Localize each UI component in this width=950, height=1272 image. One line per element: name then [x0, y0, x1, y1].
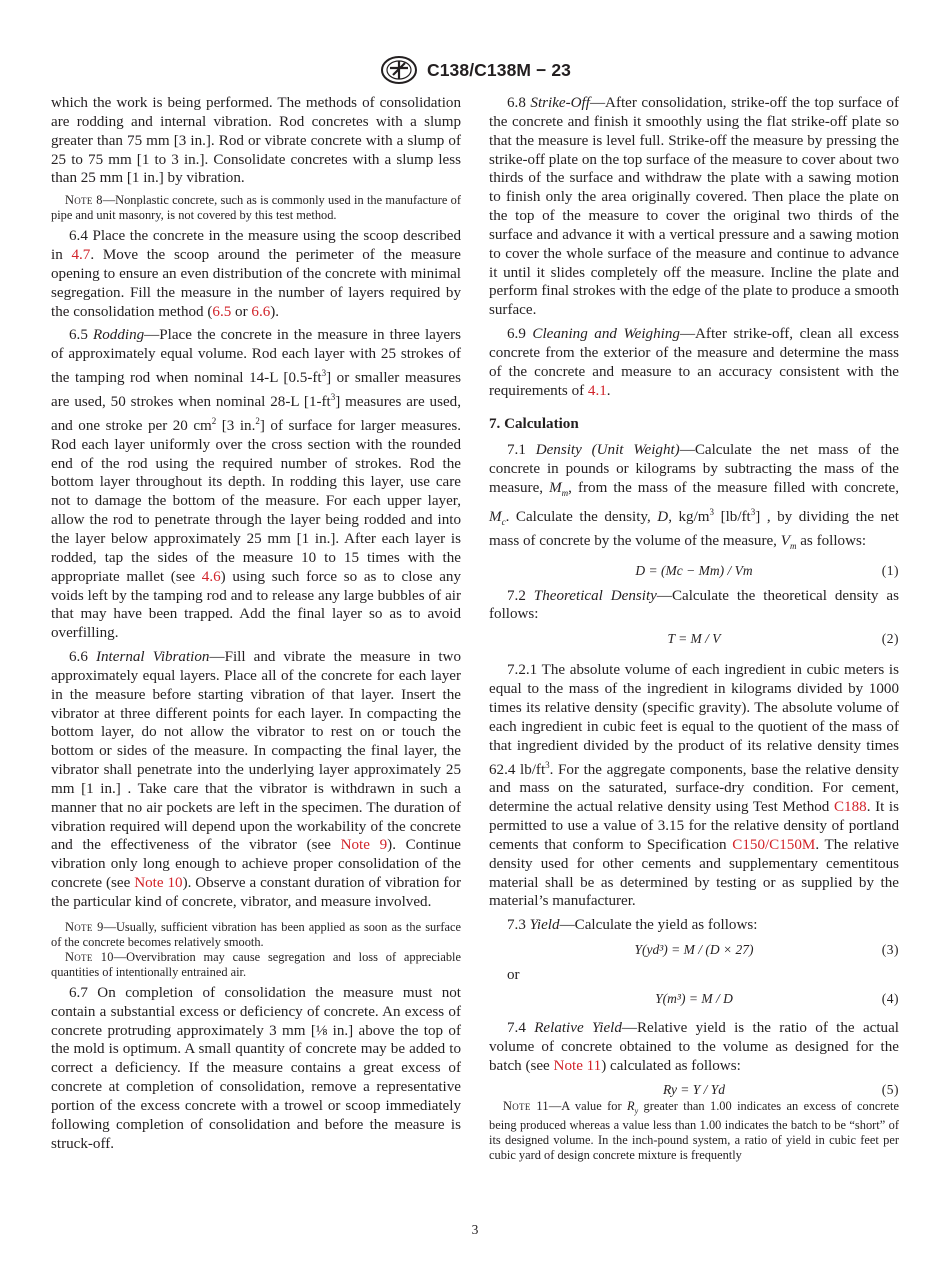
- equation-3: Y(yd³) = M / (D × 27) (3): [634, 942, 899, 958]
- left-column: [51, 94, 461, 1158]
- link-c188[interactable]: C188: [833, 799, 867, 816]
- document-designation: C138/C138M − 23: [426, 59, 572, 80]
- page-header: [0, 55, 950, 85]
- paragraph-6-8: 6.8 Strike-Off—After consolidation, strike-off the top surface of the concrete and finish it smoothly using the flat strike-off plate so that the measure is level full. Strike-off the measure by pressing the strike-off plate on the top surface of the measure to cover about two thirds of the surface and withdraw the plate with a sawing motion to finish only the area originally covered. Then place the plate on the top of the measure to cover the original two thirds of the surface and advance it with a vertical pressure and a sawing motion to cover the whole surface of the measure and continue to advance it until it slides completely off the measure. Incline the plate and perform final strokes with the edge of the plate to produce a smooth surface.: [489, 95, 899, 319]
- paragraph-6-7: 6.7 On completion of consolidation the measure must not contain a substantial excess or deficiency of concrete. An excess of concrete protruding approximately 3 mm [⅛ in.] above the top of the mold is optimum. A small quantity of concrete may be added to correct a deficiency. If the measure contains a great excess of concrete at completion of consolidation, remove a representative portion of the excess concrete with a trowel or scoop immediately following completion of consolidation and before the measure is struck-off.: [51, 984, 461, 1152]
- paragraph-7-2: 7.2 Theoretical Density—Calculate the theoretical density as follows:: [489, 587, 899, 623]
- paragraph-7-3: 7.3 Yield—Calculate the yield as follows:: [507, 917, 758, 934]
- paragraph-7-2-1: 7.2.1 The absolute volume of each ingredient in cubic meters is equal to the mass of the ingredient in kilograms divided by 1000 times its relative density (specific gravity). The absolute volume of each ingredient in cubic feet is equal to the quotient of the mass of that ingredient divided by the product of its relative density times 62.4 $lb/ft^3$. For the aggregate components, base the relative density and mass on the saturated, surface-dry condition. For cement, determine the actual relative density using Test Method C188. It is permitted to use a value of 3.15 for the relative density of portland cements that conform to Specification C150/C150M. The relative density used for other cements and supplementary cementitous material shall be as determined by testing or as supplied by the material’s manufacturer.: [489, 662, 900, 910]
- equation-1: D = (Mc − Mm) / Vm (1): [635, 562, 899, 578]
- note-9: Note 9—Usually, sufficient vibration has been applied as soon as the surface of the concrete becomes relatively smooth.: [51, 919, 461, 949]
- paragraph-6-5: 6.5 Rodding—Place the concrete in the measure in three layers of approximately equal volume. Rod each layer with 25 strokes of the tamping rod when nominal 14-L $[0.5-ft^3]$ or smaller measures are used, 50 strokes when nominal 28-L $[1-ft^3]$ measures are used, and one stroke per 20 $cm^2$ [3 in.$^2$] of surface for larger measures. Rod each layer uniformly over the cross section with the rounded end of the rod using the required number of strokes. Rod the bottom layer throughout its depth. In rodding this layer, use care not to damage the bottom of the measure. For each upper layer, allow the rod to penetrate through the layer being rodded and into the layer below approximately 25 mm [1 in.]. After each layer is rodded, tap the sides of the measure 10 to 15 times with the appropriate mallet (see 4.6) using such force so as to close any voids left by the tamping rod and to release any large bubbles of air that may have been trapped. Add the final layer so as to avoid overfilling.: [51, 327, 462, 642]
- section-7-heading: 7. Calculation: [489, 415, 579, 432]
- equation-2: T = M / V (2): [667, 631, 899, 647]
- astm-logo-icon: [379, 55, 419, 85]
- page-number: 3: [471, 1222, 479, 1237]
- equation-5: Ry = Y / Yd (5): [662, 1081, 899, 1097]
- link-6-6[interactable]: 6.6: [251, 303, 271, 320]
- link-note-10[interactable]: Note 10: [134, 875, 183, 892]
- paragraph-6-9: 6.9 Cleaning and Weighing—After strike-off, clean all excess concrete from the exterior of the measure and determine the mass of the concrete and measure to an accuracy consistent with the requirements of 4.1.: [489, 326, 900, 399]
- note-10: Note 10—Overvibration may cause segregation and loss of appreciable quantities of intentionally entrained air.: [51, 949, 461, 979]
- or-text: or: [507, 967, 520, 984]
- note-8: Note 8—Nonplastic concrete, such as is commonly used in the manufacture of pipe and unit masonry, is not covered by this test method.: [51, 193, 461, 223]
- link-4-7[interactable]: 4.7: [71, 247, 91, 264]
- paragraph-6-6: 6.6 Internal Vibration—Fill and vibrate the measure in two approximately equal layers. Place all of the concrete for each layer in the measure before starting vibration of that layer. Insert the vibrator at three different points for each layer. In compacting the bottom layer, do not allow the vibrator to rest on or touch the bottom or sides of the measure. In compacting the final layer, the vibrator shall penetrate into the underlying layer approximately 25 mm [1 in.] . Take care that the vibrator is withdrawn in such a manner that no air pockets are left in the specimen. The duration of vibration required will depend upon the workability of the concrete and the effectiveness of the vibrator (see Note 9). Continue vibration only long enough to achieve proper consolidation of the concrete (see Note 10). Observe a constant duration of vibration for the particular kind of concrete, vibrator, and measure involved.: [51, 649, 461, 910]
- link-4-6[interactable]: 4.6: [201, 568, 221, 585]
- paragraph-7-1: 7.1 Density (Unit Weight)—Calculate the net mass of the concrete in pounds or kilograms by subtracting the mass of the measure, $M_m$, from the mass of the measure filled with concrete, $M_c$. Calculate the density, D, $kg/m^3$ $[lb/ft^3]$ , by dividing the net mass of concrete by the volume of the measure, $V_m$ as follows:: [489, 442, 899, 551]
- right-column: [489, 94, 899, 1167]
- paragraph-6-4: 6.4 Place the concrete in the measure using the scoop described in 4.7. Move the scoop around the perimeter of the measure opening to ensure an even distribution of the concrete with minimal segregation. Fill the measure in the number of layers required by the consolidation method (6.5 or 6.6).: [51, 228, 461, 320]
- link-4-1[interactable]: 4.1: [587, 382, 607, 399]
- paragraph-7-4: 7.4 Relative Yield—Relative yield is the ratio of the actual volume of concrete obtained to the volume as designed for the batch (see Note 11) calculated as follows:: [489, 1020, 899, 1074]
- link-note-9[interactable]: Note 9: [340, 837, 388, 854]
- link-c150[interactable]: C150/C150M: [732, 836, 816, 853]
- link-6-5[interactable]: 6.5: [212, 303, 232, 320]
- equation-4: Y(m³) = M / D (4): [655, 991, 899, 1007]
- paragraph-6-3-continued: which the work is being performed. The methods of consolidation are rodding and internal vibration. Rod concretes with a slump greater than 75 mm [3 in.]. Rod or vibrate concrete with a slump of 25 to 75 mm [1 to 3 in.]. Consolidate concretes with a slump less than 25 mm [1 in.] by vibration.: [51, 95, 461, 187]
- link-note-11[interactable]: Note 11: [553, 1057, 602, 1074]
- note-11: Note 11—A value for $R_y$ greater than 1.00 indicates an excess of concrete being produced whereas a value less than 1.00 indicates the batch to be “short” of its designed volume. In the inch-pound system, a ratio of yield in cubic feet per cubic yard of design concrete mixture is frequently: [489, 1098, 899, 1163]
